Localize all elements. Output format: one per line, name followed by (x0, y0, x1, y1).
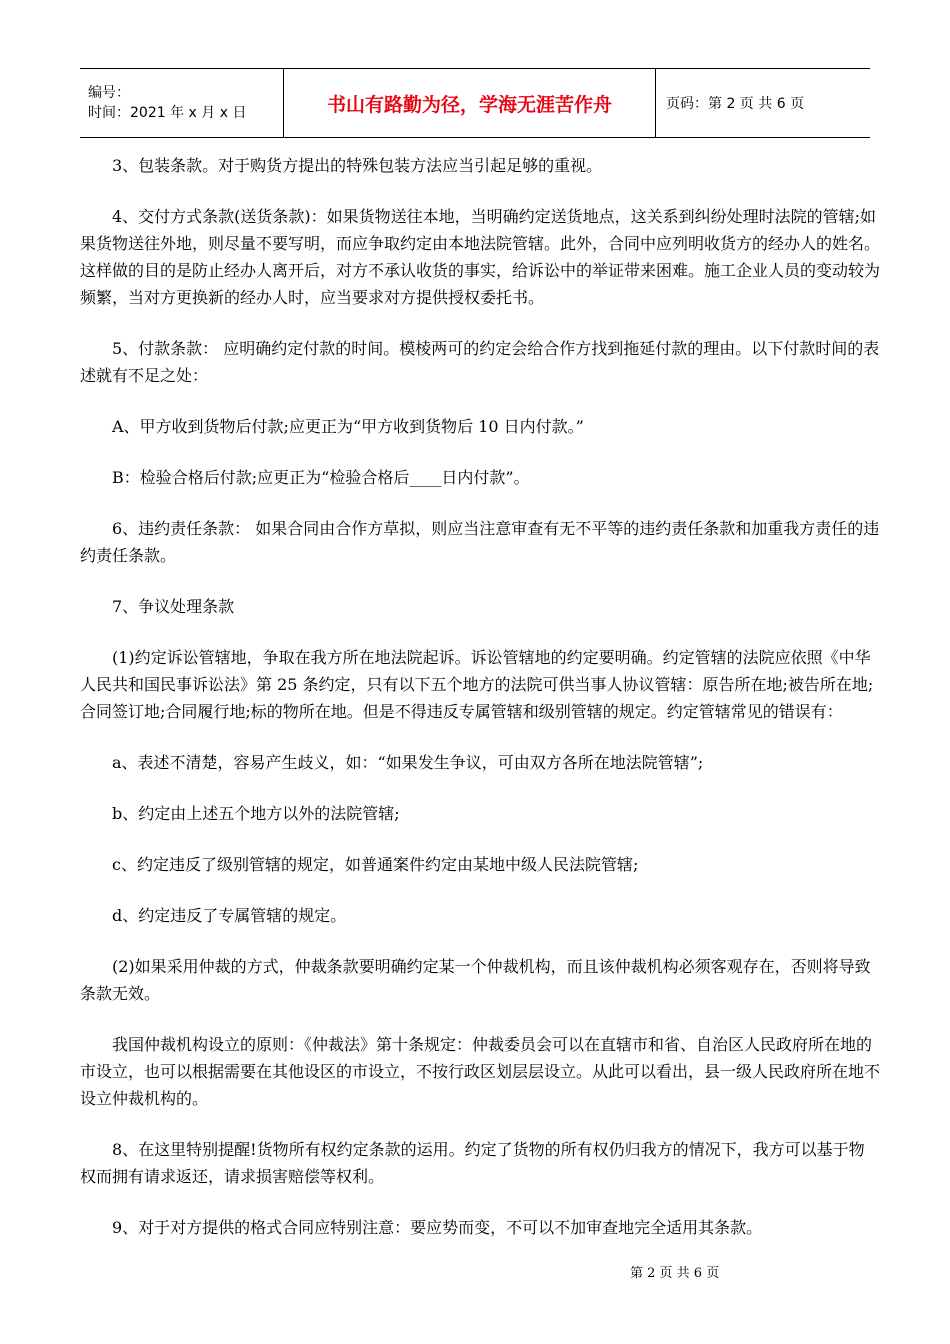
paragraph: 我国仲裁机构设立的原则：《仲裁法》第十条规定：仲裁委员会可以在直辖市和省、自治区人民政府所在地的市设立，也可以根据需要在其他设区的市设立，不按行政区划层层设立。从此可以看出，县一级人民政府所在地不设立仲裁机构的。 (80, 1035, 881, 1108)
paragraph: 7、争议处理条款 (112, 597, 235, 616)
paragraph: 5、付款条款： 应明确约定付款的时间。模棱两可的约定会给合作方找到拖延付款的理由。以下付款时间的表述就有不足之处： (80, 339, 880, 385)
header-meta (80, 69, 284, 137)
paragraph: 9、对于对方提供的格式合同应特别注意：要应势而变，不可以不加审查地完全适用其条款。 (112, 1218, 763, 1237)
paragraph: 3、包装条款。对于购货方提出的特殊包装方法应当引起足够的重视。 (112, 156, 603, 175)
paragraph: a、表述不清楚，容易产生歧义，如：“如果发生争议，可由双方各所在地法院管辖”; (112, 753, 704, 772)
header-motto: 书山有路勤为径，学海无涯苦作舟 (284, 69, 656, 137)
paragraph: (2)如果采用仲裁的方式，仲裁条款要明确约定某一个仲裁机构，而且该仲裁机构必须客观存在，否则将导致条款无效。 (80, 957, 871, 1003)
page-header (80, 68, 870, 138)
paragraph: A、甲方收到货物后付款;应更正为“甲方收到货物后 10 日内付款。” (112, 417, 584, 436)
paragraph: 6、违约责任条款： 如果合同由合作方草拟，则应当注意审查有无不平等的违约责任条款和加重我方责任的违约责任条款。 (80, 519, 880, 565)
paragraph: b、约定由上述五个地方以外的法院管辖; (112, 804, 400, 823)
paragraph: d、约定违反了专属管辖的规定。 (112, 906, 347, 925)
header-page-number: 页码：第 2 页 共 6 页 (666, 96, 805, 112)
paragraph: c、约定违反了级别管辖的规定，如普通案件约定由某地中级人民法院管辖; (112, 855, 639, 874)
paragraph: 4、交付方式条款(送货条款)：如果货物送往本地，当明确约定送货地点，这关系到纠纷处理时法院的管辖;如果货物送往外地，则尽量不要写明，而应争取约定由本地法院管辖。此外，合同中应列明收货方的经办人的姓名。这样做的目的是防止经办人离开后，对方不承认收货的事实，给诉讼中的举证带来困难。施工企业人员的变动较为频繁，当对方更换新的经办人时，应当要求对方提供授权委托书。 (80, 207, 881, 307)
document-time-label: 时间：2021 年 x 月 x 日 (88, 105, 247, 121)
page-footer: 第 2 页 共 6 页 (630, 1266, 720, 1281)
document-number-label: 编号： (88, 85, 130, 101)
document-body (80, 152, 880, 1265)
paragraph: (1)约定诉讼管辖地，争取在我方所在地法院起诉。诉讼管辖地的约定要明确。约定管辖的法院应依照《中华人民共和国民事诉讼法》第 25 条约定，只有以下五个地方的法院可供当事人协议管辖：原告所在地;被告所在地;合同签订地;合同履行地;标的物所在地。但是不得违反专属管辖和级别管辖的规定。约定管辖常见的错误有： (80, 648, 874, 721)
paragraph: 8、在这里特别提醒!货物所有权约定条款的运用。约定了货物的所有权仍归我方的情况下，我方可以基于物权而拥有请求返还，请求损害赔偿等权利。 (80, 1140, 865, 1186)
paragraph: B：检验合格后付款;应更正为“检验合格后____日内付款”。 (112, 468, 530, 487)
